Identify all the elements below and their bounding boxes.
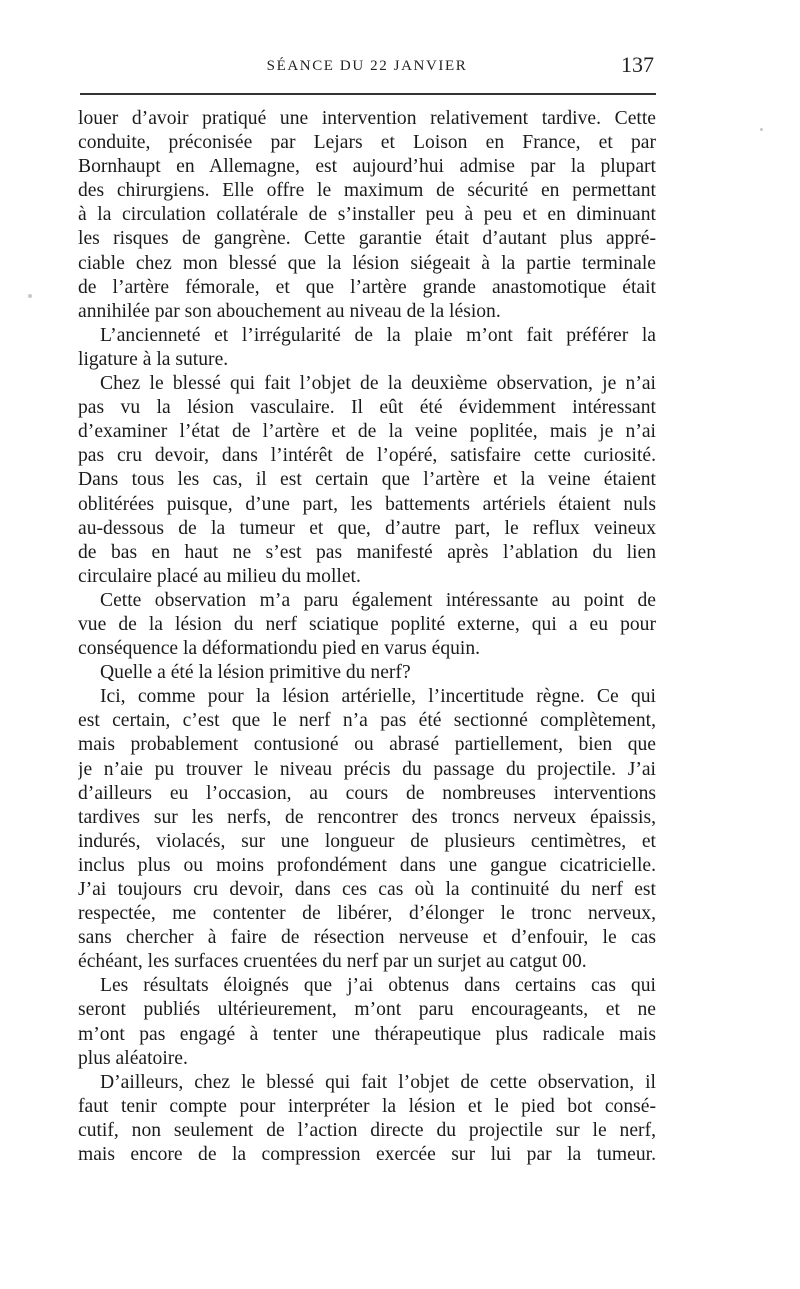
text-line: tardives sur les nerfs, de rencontrer des troncs nerveux épaissis, [78, 806, 656, 828]
text-line: pas cru devoir, dans l’intérêt de l’opéré, satisfaire cette curiosité. [78, 445, 656, 467]
scan-speck [28, 294, 32, 298]
text-line: d’ailleurs eu l’occasion, au cours de nombreuses interventions [78, 782, 656, 804]
text-line: Chez le blessé qui fait l’objet de la deuxième observation, je n’ai [100, 373, 656, 395]
text-line: plus aléatoire. [78, 1047, 188, 1069]
text-line: respectée, me contenter de libérer, d’élonger le tronc nerveux, [78, 903, 656, 925]
text-line: louer d’avoir pratiqué une intervention relativement tardive. Cette [78, 108, 656, 129]
text-line: cutif, non seulement de l’action directe du projectile sur le nerf, [78, 1119, 656, 1141]
text-line: L’ancienneté et l’irrégularité de la plaie m’ont fait préférer la [100, 324, 656, 346]
text-line: conséquence la déformationdu pied en varus équin. [78, 638, 481, 660]
text-line: mais probablement contusioné ou abrasé partiellement, bien que [78, 734, 656, 756]
scan-speck [760, 128, 763, 131]
text-line: ciable chez mon blessé que la lésion siégeait à la partie terminale [78, 252, 656, 274]
text-line: Cette observation m’a paru également intéressante au point de [100, 589, 656, 611]
text-line: de l’artère fémorale, et que l’artère grande anastomotique était [78, 276, 656, 298]
text-line: indurés, violacés, sur une longueur de plusieurs centimètres, et [78, 830, 656, 852]
text-line: m’ont pas engagé à tenter une thérapeutique plus radicale mais [78, 1023, 656, 1045]
text-line: Ici, comme pour la lésion artérielle, l’incertitude règne. Ce qui [100, 686, 656, 708]
body-text [78, 107, 656, 1167]
text-line: au-dessous de la tumeur et que, d’autre part, le reflux veineux [78, 517, 656, 539]
text-line: les risques de gangrène. Cette garantie était d’autant plus appré- [78, 228, 656, 250]
running-title: SÉANCE DU 22 JANVIER [266, 58, 468, 74]
text-line: mais encore de la compression exercée sur lui par la tumeur. [78, 1144, 656, 1166]
text-line: ligature à la suture. [78, 348, 229, 370]
text-line: J’ai toujours cru devoir, dans ces cas où la continuité du nerf est [78, 879, 656, 900]
text-line: vue de la lésion du nerf sciatique poplité externe, qui a eu pour [78, 613, 656, 635]
text-line: oblitérées puisque, d’une part, les battements artériels étaient nuls [78, 493, 656, 515]
text-line: je n’aie pu trouver le niveau précis du passage du projectile. J’ai [78, 758, 656, 780]
text-line: est certain, c’est que le nerf n’a pas été sectionné complètement, [78, 710, 656, 732]
text-line: D’ailleurs, chez le blessé qui fait l’objet de cette observation, il [100, 1071, 656, 1093]
text-line: faut tenir compte pour interpréter la lésion et le pied bot consé- [78, 1095, 656, 1117]
text-line: à la circulation collatérale de s’installer peu à peu et en diminuant [78, 204, 656, 226]
text-line: de bas en haut ne s’est pas manifesté après l’ablation du lien [78, 541, 656, 563]
text-line: Bornhaupt en Allemagne, est aujourd’hui admise par la plupart [78, 156, 656, 178]
text-line: Quelle a été la lésion primitive du nerf? [100, 662, 411, 684]
running-head [78, 52, 656, 82]
text-line: échéant, les surfaces cruentées du nerf par un surjet au catgut 00. [78, 951, 587, 973]
text-line: conduite, préconisée par Lejars et Loison en France, et par [78, 132, 656, 154]
text-line: sans chercher à faire de résection nerveuse et d’enfouir, le cas [78, 927, 656, 949]
text-line: Les résultats éloignés que j’ai obtenus dans certains cas qui [100, 975, 656, 997]
text-line: pas vu la lésion vasculaire. Il eût été évidemment intéressant [78, 397, 656, 419]
header-rule [80, 93, 656, 95]
text-line: seront publiés ultérieurement, m’ont paru encourageants, et ne [78, 999, 656, 1021]
text-line: d’examiner l’état de l’artère et de la veine poplitée, mais je n’ai [78, 421, 656, 443]
page-number: 137 [621, 52, 654, 77]
text-line: circulaire placé au milieu du mollet. [78, 565, 361, 587]
text-line: des chirurgiens. Elle offre le maximum de sécurité en permettant [78, 180, 656, 202]
text-line: inclus plus ou moins profondément dans une gangue cicatricielle. [78, 854, 656, 876]
text-line: Dans tous les cas, il est certain que l’artère et la veine étaient [78, 469, 656, 491]
text-line: annihilée par son abouchement au niveau de la lésion. [78, 300, 501, 322]
